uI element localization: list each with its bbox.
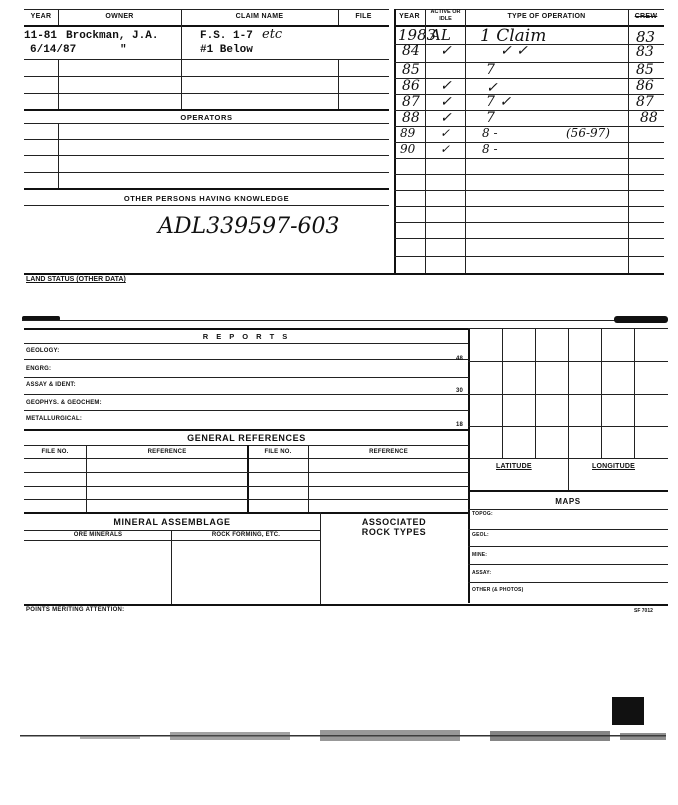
row1-claim: F.S. 1-7 xyxy=(200,30,253,42)
scan-noise-band xyxy=(20,726,666,748)
activity-row-crew: 88 xyxy=(640,110,658,126)
report-label: METALLURGICAL: xyxy=(26,416,83,422)
activity-row-active: ✓ xyxy=(440,78,452,94)
active-idle-header: ACTIVE OR IDLE xyxy=(430,9,461,22)
map-mine: MINE: xyxy=(472,552,488,558)
activity-row-crew: 85 xyxy=(636,62,654,78)
rock-types-label: ROCK TYPES xyxy=(361,527,427,537)
type-of-operation-header: TYPE OF OPERATION xyxy=(507,13,586,20)
reports-title: R E P O R T S xyxy=(202,332,291,341)
activity-row-crew: 87 xyxy=(636,94,654,110)
mineral-assemblage-title: MINERAL ASSEMBLAGE xyxy=(113,517,231,527)
operators-title: OPERATORS xyxy=(180,113,233,122)
other-persons-title: OTHER PERSONS HAVING KNOWLEDGE xyxy=(123,194,290,203)
file-header: FILE xyxy=(355,13,372,20)
activity-row-year: 90 xyxy=(400,142,416,156)
ref-header-file-no: FILE NO. xyxy=(41,449,69,455)
row1-claim-note: etc xyxy=(262,27,283,42)
activity-row-type: 7 xyxy=(486,62,495,78)
map-topog: TOPOG: xyxy=(472,511,493,517)
map-assay: ASSAY: xyxy=(472,570,492,576)
report-label: ENGRG: xyxy=(26,366,52,372)
map-geol: GEOL: xyxy=(472,532,489,538)
activity-row-active: ✓ xyxy=(440,110,452,126)
claim-name-header: CLAIM NAME xyxy=(235,13,284,20)
points-meriting-attention-label: POINTS MERITING ATTENTION: xyxy=(26,607,125,613)
activity-row-type: 8 - xyxy=(482,142,498,156)
form-number: SF 7012 xyxy=(634,608,653,614)
activity-row-year: 85 xyxy=(402,62,420,78)
activity-row-year: 84 xyxy=(402,43,420,59)
activity-row-active: ✓ xyxy=(440,43,452,59)
activity-row-type: 1 Claim xyxy=(480,26,547,46)
activity-row-crew: 83 xyxy=(636,28,656,46)
row1-year: 11-81 xyxy=(24,30,58,42)
row2-owner: " xyxy=(120,44,127,56)
activity-row-year: 1983 xyxy=(398,26,437,44)
activity-row-year: 86 xyxy=(402,78,420,94)
activity-row-active: ✓ xyxy=(440,126,451,140)
map-other: OTHER (& PHOTOS) xyxy=(472,587,524,593)
scan-black-square xyxy=(612,697,644,725)
activity-row-crew: 83 xyxy=(636,44,654,60)
general-references-title: GENERAL REFERENCES xyxy=(187,433,306,443)
ore-minerals-header: ORE MINERALS xyxy=(73,532,123,538)
report-number: 18 xyxy=(456,422,464,428)
activity-row-type: 7 xyxy=(486,110,495,126)
activity-row-active: ✓ xyxy=(440,142,451,156)
row2-year: 6/14/87 xyxy=(30,44,77,56)
activity-row-type: ✓ ✓ xyxy=(500,43,528,59)
owner-header: OWNER xyxy=(105,13,134,20)
report-number: 48 xyxy=(456,356,464,362)
rock-forming-header: ROCK FORMING, ETC. xyxy=(211,532,281,538)
ref-header-reference-2: REFERENCE xyxy=(369,449,408,455)
report-number: 30 xyxy=(456,388,464,394)
activity-year-header: YEAR xyxy=(399,13,420,20)
row2-claim: #1 Below xyxy=(200,44,253,56)
divider-right xyxy=(614,316,668,323)
activity-row-type: 7 ✓ xyxy=(486,94,512,110)
activity-row-year: 87 xyxy=(402,94,420,110)
activity-row-year: 88 xyxy=(402,110,420,126)
year-header: YEAR xyxy=(30,13,52,20)
activity-row-active: AL xyxy=(430,26,451,44)
row1-owner: Brockman, J.A. xyxy=(66,30,159,42)
associated-label: ASSOCIATED xyxy=(361,517,427,527)
activity-row-active: ✓ xyxy=(440,94,452,110)
activity-row-type: 8 - xyxy=(482,126,498,140)
crew-header: CREW xyxy=(634,13,658,20)
handwritten-reference: ADL339597-603 xyxy=(158,214,340,239)
land-status-label: LAND STATUS (OTHER DATA) xyxy=(26,276,126,283)
activity-row-type: ✓ xyxy=(486,80,498,96)
activity-row-year: 89 xyxy=(400,126,416,140)
latitude-label: LATITUDE xyxy=(496,463,532,470)
report-label: GEOPHYS. & GEOCHEM: xyxy=(26,400,102,406)
ref-header-reference: REFERENCE xyxy=(147,449,187,455)
activity-row-note: (56-97) xyxy=(566,126,610,140)
ref-header-file-no-2: FILE NO. xyxy=(264,449,292,455)
maps-title: MAPS xyxy=(555,497,581,506)
activity-row-crew: 86 xyxy=(636,78,654,94)
report-label: GEOLOGY: xyxy=(26,348,60,354)
longitude-label: LONGITUDE xyxy=(592,463,636,470)
report-label: ASSAY & IDENT: xyxy=(26,382,76,388)
